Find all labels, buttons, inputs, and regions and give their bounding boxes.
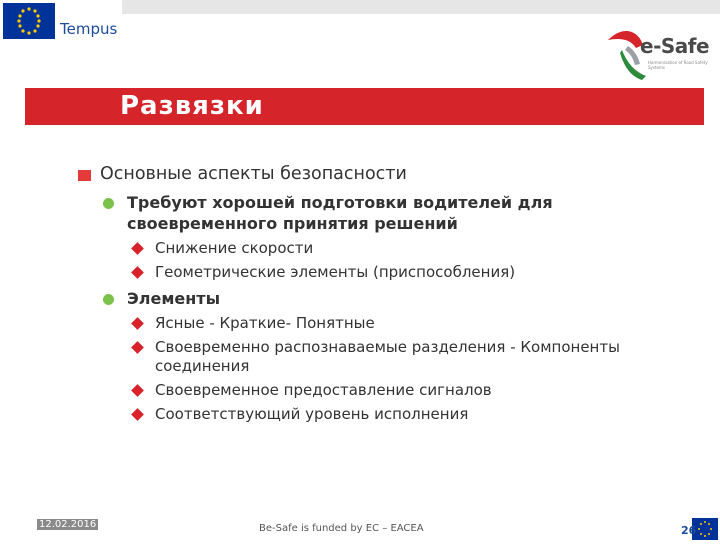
esafe-label: e-Safe [640,34,710,58]
level3-item: Своевременно распознаваемые разделения - Компоненты [155,338,620,356]
diamond-bullet-icon [131,317,144,330]
level3-item: Снижение скорости [155,239,314,257]
page-number: 26 [681,524,697,537]
footer-funded-text: Be-Safe is funded by EC – EACEA [259,523,424,534]
level2-title: Элементы [127,289,221,308]
diamond-bullet-icon [131,384,144,397]
diamond-bullet-icon [131,341,144,354]
dot-bullet-icon [103,198,114,209]
diamond-bullet-icon [131,242,144,255]
diamond-bullet-icon [131,408,144,421]
level3-item: Своевременное предоставление сигналов [155,381,492,399]
footer-date: 12.02.2016 [39,519,97,530]
level1-item: Основные аспекты безопасности [100,164,407,184]
level3-item: Ясные - Краткие- Понятные [155,314,375,332]
square-bullet-icon [78,170,91,181]
level3-item: Геометрические элементы (приспособления) [155,263,516,281]
level2-line: своевременного принятия решений [127,214,458,233]
esafe-subtitle: Harmonisation of Road Safety Systems [648,60,708,70]
slide-title: Развязки [120,91,264,121]
tempus-label: Tempus [60,20,118,38]
level3-item: Соответствующий уровень исполнения [155,405,469,423]
level2-line: Требуют хорошей подготовки водителей для [127,193,553,212]
diamond-bullet-icon [131,266,144,279]
dot-bullet-icon [103,294,114,305]
level3-item-continued: соединения [155,357,250,375]
